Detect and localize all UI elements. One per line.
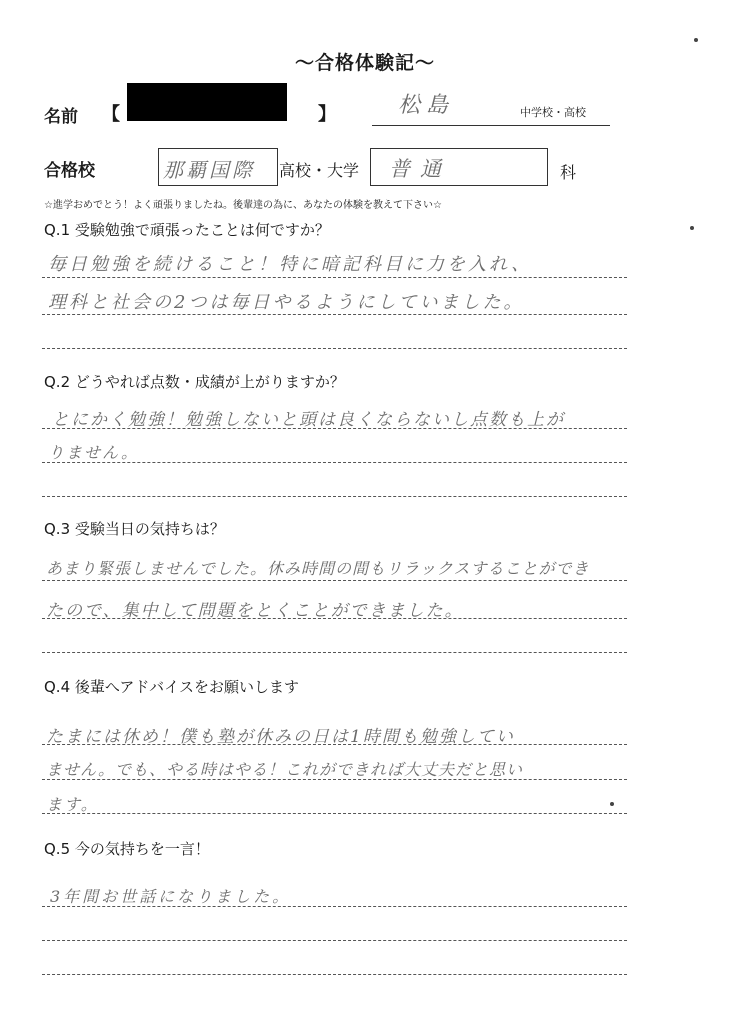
answer-line <box>42 744 627 745</box>
page-title: ～合格体験記～ <box>294 52 435 74</box>
question-4-answer-line-3: ます。 <box>46 795 99 814</box>
scan-mark <box>694 38 698 42</box>
answer-line <box>42 974 627 975</box>
department-box <box>370 148 548 186</box>
answer-line <box>42 580 627 581</box>
instruction-notice: ☆進学おめでとう！よく頑張りましたね。後輩達の為に、あなたの体験を教えて下さい☆ <box>44 200 442 211</box>
school-name-box <box>158 148 278 186</box>
answer-line <box>42 428 627 429</box>
question-2-label: Q.2 どうやれば点数・成績が上がりますか？ <box>44 373 345 391</box>
answer-line <box>42 906 627 907</box>
name-bracket-close: 】 <box>318 104 336 125</box>
name-label: 名前 <box>44 107 78 127</box>
question-4-answer-line-1: たまには休め！僕も塾が休みの日は1時間も勉強してい <box>46 727 515 747</box>
question-1-answer-line-1: 毎日勉強を続けること！特に暗記科目に力を入れ、 <box>48 254 533 275</box>
question-4-label: Q.4 後輩へアドバイスをお願いします <box>44 678 299 696</box>
scan-mark <box>690 226 694 230</box>
question-2-answer-line-1: とにかく勉強！勉強しないと頭は良くならないし点数も上が <box>52 410 565 430</box>
name-bracket-open: 【 <box>102 104 120 125</box>
passed-school-label: 合格校 <box>44 161 95 181</box>
question-1-label: Q.1 受験勉強で頑張ったことは何ですか？ <box>44 221 330 239</box>
answer-line <box>42 940 627 941</box>
answer-line <box>42 813 627 814</box>
question-5-answer-line-1: 3年間お世話になりました。 <box>50 887 292 906</box>
name-underline <box>372 125 610 126</box>
handwritten-junior-school: 松島 <box>398 93 455 118</box>
answer-line <box>42 652 627 653</box>
answer-line <box>42 779 627 780</box>
question-4-answer-line-2: ません。でも、やる時はやる！これができれば大丈夫だと思い <box>46 760 523 779</box>
question-3-answer-line-2: たので、集中して問題をとくことができました。 <box>46 601 464 621</box>
name-redaction <box>127 83 287 121</box>
handwritten-department: 普通 <box>389 157 451 181</box>
school-type-label: 中学校・高校 <box>520 106 586 119</box>
answer-line <box>42 277 627 278</box>
scan-mark <box>610 802 614 806</box>
answer-line <box>42 348 627 349</box>
answer-line <box>42 462 627 463</box>
handwritten-school-name: 那覇国際 <box>163 158 255 182</box>
question-5-label: Q.5 今の気持ちを一言！ <box>44 840 210 858</box>
question-3-answer-line-1: あまり緊張しませんでした。休み時間の間もリラックスすることができ <box>46 559 590 578</box>
question-1-answer-line-2: 理科と社会の2つは毎日やるようにしていました。 <box>48 292 525 313</box>
question-3-label: Q.3 受験当日の気持ちは？ <box>44 520 225 538</box>
question-2-answer-line-2: りません。 <box>48 443 139 462</box>
answer-line <box>42 314 627 315</box>
department-suffix: 科 <box>560 163 577 182</box>
school-type: 高校・大学 <box>279 161 360 180</box>
answer-line <box>42 618 627 619</box>
answer-line <box>42 496 627 497</box>
